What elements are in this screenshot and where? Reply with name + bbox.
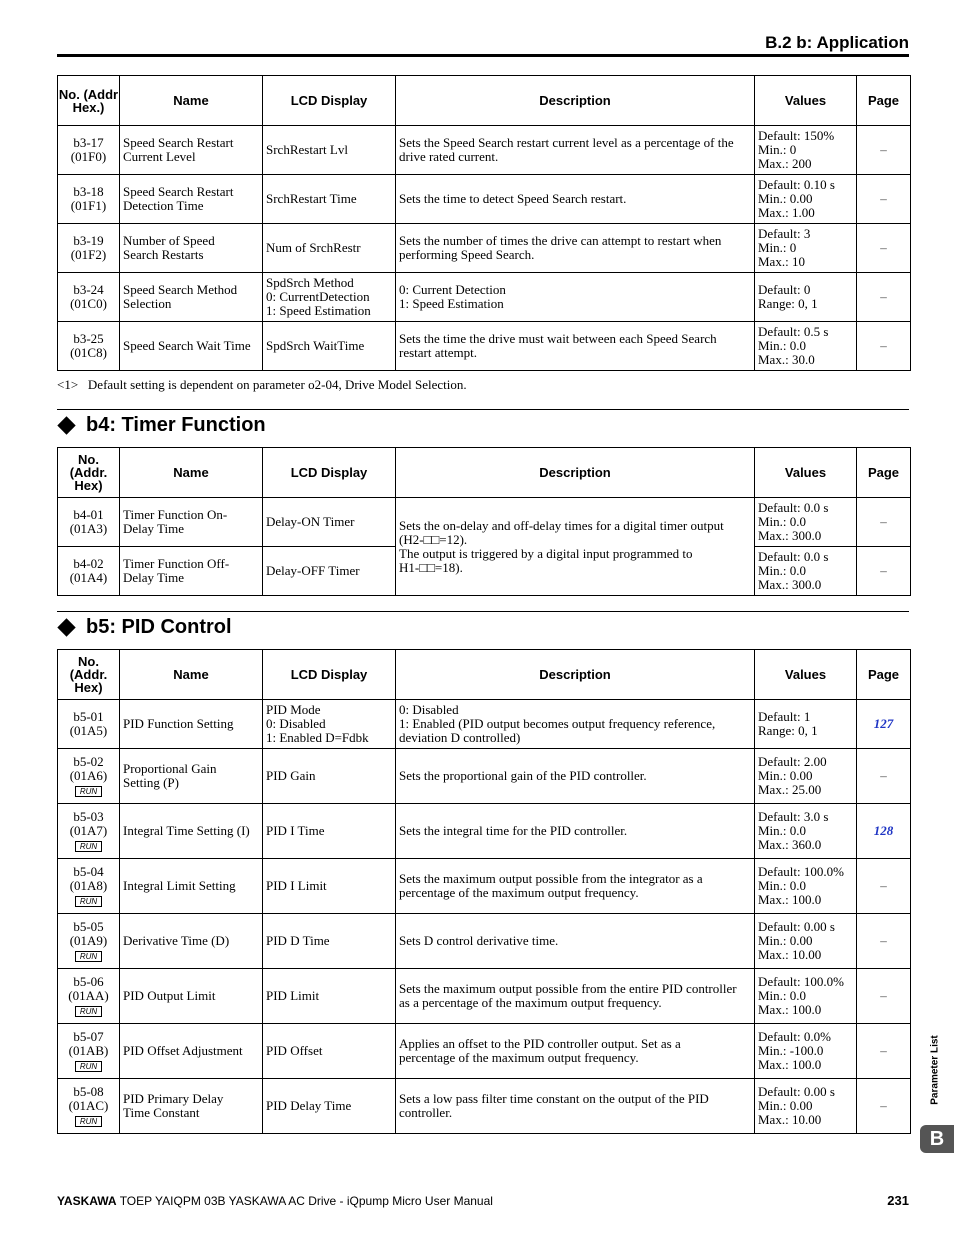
cell-line: Max.: 300.0 xyxy=(758,577,822,592)
cell-line: Sets the maximum output possible from the entire PID controller xyxy=(399,981,737,996)
cell-line: Speed Search Wait Time xyxy=(123,338,251,353)
cell-line: PID Primary Delay xyxy=(123,1091,224,1106)
page-cell: – xyxy=(857,322,911,371)
run-badge: RUN xyxy=(75,1061,102,1072)
lcd-display-cell xyxy=(263,700,396,749)
cell-line: Timer Function On- xyxy=(123,507,228,522)
name-cell xyxy=(120,498,263,547)
values-cell xyxy=(755,126,857,175)
col-header-values: Values xyxy=(755,650,857,700)
cell-line: Min.: 0 xyxy=(758,240,797,255)
parameter-number-cell xyxy=(58,175,120,224)
b3-parameter-table xyxy=(57,75,911,371)
col-header-values: Values xyxy=(755,76,857,126)
description-cell xyxy=(396,700,755,749)
description-cell xyxy=(396,804,755,859)
section-title-b5 xyxy=(57,616,232,639)
cell-line: PID D Time xyxy=(266,933,330,948)
cell-line: SpdSrch Method xyxy=(266,275,354,290)
cell-line: Max.: 30.0 xyxy=(758,352,815,367)
parameter-address: (01AB) xyxy=(68,1043,109,1058)
parameter-number-cell xyxy=(58,749,120,804)
parameter-address: (01A8) xyxy=(69,878,108,893)
table-row xyxy=(58,322,911,371)
cell-line: 0: Current Detection xyxy=(399,282,506,297)
lcd-display-cell xyxy=(263,914,396,969)
table-row xyxy=(58,859,911,914)
cell-line: percentage of the maximum output frequency. xyxy=(399,885,639,900)
name-cell xyxy=(120,322,263,371)
col-header-name: Name xyxy=(120,448,263,498)
lcd-display-cell xyxy=(263,749,396,804)
values-cell xyxy=(755,749,857,804)
cell-line: Default: 0.00 s xyxy=(758,919,835,934)
footer-text: TOEP YAIQPM 03B YASKAWA AC Drive - iQpump Micro User Manual xyxy=(116,1194,493,1208)
parameter-number-cell xyxy=(58,1024,120,1079)
parameter-number-cell xyxy=(58,126,120,175)
description-cell xyxy=(396,224,755,273)
cell-line: Derivative Time (D) xyxy=(123,933,230,948)
cell-line: controller. xyxy=(399,1105,453,1120)
col-header-no: No. (Addr Hex.) xyxy=(58,76,120,126)
cell-line: Min.: 0.0 xyxy=(758,563,807,578)
table-row xyxy=(58,498,911,547)
description-cell xyxy=(396,1024,755,1079)
cell-line: Default: 100.0% xyxy=(758,974,844,989)
col-header-no: No. (Addr. Hex) xyxy=(58,650,120,700)
section-title-b5-text: b5: PID Control xyxy=(86,616,232,638)
footer-page-number: 231 xyxy=(887,1193,909,1208)
lcd-display-cell xyxy=(263,1079,396,1134)
footer-manual-title xyxy=(57,1194,493,1208)
cell-line: Max.: 100.0 xyxy=(758,1002,822,1017)
table-row xyxy=(58,1079,911,1134)
parameter-number: b3-19 xyxy=(73,233,104,248)
name-cell xyxy=(120,1024,263,1079)
cell-line: Sets the number of times the drive can attempt to restart when xyxy=(399,233,722,248)
table-row xyxy=(58,804,911,859)
cell-line: Number of Speed xyxy=(123,233,215,248)
parameter-number: b4-02 xyxy=(73,556,104,571)
cell-line: Max.: 200 xyxy=(758,156,812,171)
parameter-address: (01C8) xyxy=(70,345,107,360)
cell-line: Max.: 10.00 xyxy=(758,947,822,962)
parameter-number-cell xyxy=(58,224,120,273)
cell-line: PID I Time xyxy=(266,823,325,838)
page-cell: – xyxy=(857,273,911,322)
table-row xyxy=(58,749,911,804)
name-cell xyxy=(120,126,263,175)
cell-line: Detection Time xyxy=(123,198,204,213)
section-title-b4-text: b4: Timer Function xyxy=(86,414,266,436)
run-badge: RUN xyxy=(75,951,102,962)
run-badge: RUN xyxy=(75,841,102,852)
footnote: <1> Default setting is dependent on parameter o2-04, Drive Model Selection. xyxy=(57,377,467,392)
table-row xyxy=(58,914,911,969)
b4-parameter-table xyxy=(57,447,911,596)
cell-line: Sets the maximum output possible from the integrator as a xyxy=(399,871,703,886)
lcd-display-cell xyxy=(263,547,396,596)
description-cell xyxy=(396,498,755,596)
table-row xyxy=(58,969,911,1024)
description-cell xyxy=(396,749,755,804)
cell-line: Min.: 0.0 xyxy=(758,338,807,353)
cell-line: Min.: 0.0 xyxy=(758,823,807,838)
col-header-lcd: LCD Display xyxy=(263,76,396,126)
cell-line: PID I Limit xyxy=(266,878,327,893)
col-header-lcd: LCD Display xyxy=(263,448,396,498)
cell-line: Sets the time to detect Speed Search restart. xyxy=(399,191,627,206)
values-cell xyxy=(755,224,857,273)
parameter-number: b5-05 xyxy=(73,919,104,934)
cell-line: performing Speed Search. xyxy=(399,247,535,262)
name-cell xyxy=(120,969,263,1024)
cell-line: Speed Search Restart xyxy=(123,184,234,199)
page-link[interactable]: 128 xyxy=(857,804,911,859)
page-cell: – xyxy=(857,498,911,547)
description-cell xyxy=(396,126,755,175)
lcd-display-cell xyxy=(263,175,396,224)
cell-line: 1: Speed Estimation xyxy=(266,303,371,318)
cell-line: Default: 3.0 s xyxy=(758,809,829,824)
parameter-address: (01A5) xyxy=(69,723,108,738)
cell-line: as a percentage of the maximum output frequency. xyxy=(399,995,662,1010)
lcd-display-cell xyxy=(263,1024,396,1079)
parameter-number-cell xyxy=(58,700,120,749)
values-cell xyxy=(755,498,857,547)
cell-line: 0: Disabled xyxy=(266,716,326,731)
cell-line: Default: 0 xyxy=(758,282,811,297)
parameter-address: (01F0) xyxy=(70,149,107,164)
name-cell xyxy=(120,273,263,322)
parameter-number-cell xyxy=(58,859,120,914)
diamond-bullet-icon xyxy=(57,416,75,434)
cell-line: PID Offset Adjustment xyxy=(123,1043,243,1058)
cell-line: Max.: 10.00 xyxy=(758,1112,822,1127)
cell-line: Max.: 1.00 xyxy=(758,205,815,220)
name-cell xyxy=(120,1079,263,1134)
cell-line: 1: Speed Estimation xyxy=(399,296,504,311)
page-cell: – xyxy=(857,1079,911,1134)
cell-line: SpdSrch WaitTime xyxy=(266,338,365,353)
cell-line: Min.: 0 xyxy=(758,142,797,157)
values-cell xyxy=(755,1024,857,1079)
cell-line: SrchRestart Time xyxy=(266,191,357,206)
parameter-address: (01A6) xyxy=(69,768,108,783)
values-cell xyxy=(755,804,857,859)
cell-line: Default: 0.0% xyxy=(758,1029,831,1044)
cell-line: Min.: 0.00 xyxy=(758,191,813,206)
parameter-number: b5-02 xyxy=(73,754,104,769)
cell-line: Default: 100.0% xyxy=(758,864,844,879)
parameter-address: (01AC) xyxy=(68,1098,109,1113)
parameter-number-cell xyxy=(58,322,120,371)
table-row xyxy=(58,273,911,322)
cell-line: 0: CurrentDetection xyxy=(266,289,370,304)
cell-line: Default: 0.10 s xyxy=(758,177,835,192)
parameter-number: b5-03 xyxy=(73,809,104,824)
parameter-number: b5-04 xyxy=(73,864,104,879)
values-cell xyxy=(755,175,857,224)
values-cell xyxy=(755,322,857,371)
cell-line: Default: 150% xyxy=(758,128,835,143)
table-row xyxy=(58,126,911,175)
name-cell xyxy=(120,804,263,859)
page-cell: – xyxy=(857,175,911,224)
run-badge: RUN xyxy=(75,786,102,797)
cell-line: Setting (P) xyxy=(123,775,179,790)
section-header: B.2 b: Application xyxy=(765,33,909,52)
description-cell xyxy=(396,969,755,1024)
cell-line: Range: 0, 1 xyxy=(758,723,818,738)
values-cell xyxy=(755,859,857,914)
parameter-number: b3-17 xyxy=(73,135,104,150)
col-header-values: Values xyxy=(755,448,857,498)
parameter-address: (01F2) xyxy=(70,247,107,262)
col-header-no: No. (Addr. Hex) xyxy=(58,448,120,498)
cell-line: 1: Enabled D=Fdbk xyxy=(266,730,369,745)
col-header-description: Description xyxy=(396,76,755,126)
page-cell: – xyxy=(857,126,911,175)
col-header-page: Page xyxy=(857,650,911,700)
parameter-number: b3-24 xyxy=(73,282,104,297)
parameter-address: (01AA) xyxy=(68,988,109,1003)
name-cell xyxy=(120,175,263,224)
parameter-address: (01F1) xyxy=(70,198,107,213)
cell-line: Delay Time xyxy=(123,521,185,536)
page-cell: – xyxy=(857,224,911,273)
cell-line: Min.: 0.00 xyxy=(758,768,813,783)
name-cell xyxy=(120,859,263,914)
parameter-number-cell xyxy=(58,498,120,547)
parameter-number: b5-07 xyxy=(73,1029,104,1044)
parameter-number: b5-06 xyxy=(73,974,104,989)
cell-line: Max.: 100.0 xyxy=(758,892,822,907)
description-cell xyxy=(396,175,755,224)
lcd-display-cell xyxy=(263,322,396,371)
cell-line: Default: 0.00 s xyxy=(758,1084,835,1099)
page-cell: – xyxy=(857,859,911,914)
description-cell xyxy=(396,322,755,371)
side-tab-label-text: Parameter List xyxy=(929,1035,941,1105)
cell-line: 0: Disabled xyxy=(399,702,459,717)
table-row xyxy=(58,224,911,273)
page-cell: – xyxy=(857,969,911,1024)
table-row xyxy=(58,175,911,224)
cell-line: drive rated current. xyxy=(399,149,499,164)
cell-line: Min.: -100.0 xyxy=(758,1043,824,1058)
cell-line: Max.: 25.00 xyxy=(758,782,822,797)
values-cell xyxy=(755,273,857,322)
cell-line: Default: 0.5 s xyxy=(758,324,829,339)
col-header-lcd: LCD Display xyxy=(263,650,396,700)
cell-line: Default: 1 xyxy=(758,709,811,724)
cell-line: Min.: 0.00 xyxy=(758,1098,813,1113)
values-cell xyxy=(755,700,857,749)
parameter-number-cell xyxy=(58,804,120,859)
cell-line: Integral Limit Setting xyxy=(123,878,236,893)
cell-line: Sets D control derivative time. xyxy=(399,933,559,948)
cell-line: Min.: 0.0 xyxy=(758,878,807,893)
cell-line: Default: 2.00 xyxy=(758,754,827,769)
parameter-address: (01A9) xyxy=(69,933,108,948)
lcd-display-cell xyxy=(263,273,396,322)
values-cell xyxy=(755,914,857,969)
run-badge: RUN xyxy=(75,896,102,907)
cell-line: Max.: 100.0 xyxy=(758,1057,822,1072)
run-badge: RUN xyxy=(75,1006,102,1017)
cell-line: restart attempt. xyxy=(399,345,477,360)
cell-line: Search Restarts xyxy=(123,247,204,262)
description-cell xyxy=(396,273,755,322)
cell-line: Num of SrchRestr xyxy=(266,240,361,255)
cell-line: Delay-OFF Timer xyxy=(266,563,360,578)
cell-line: Proportional Gain xyxy=(123,761,217,776)
section-rule-b5 xyxy=(57,611,909,612)
cell-line: Speed Search Restart xyxy=(123,135,234,150)
page-cell: – xyxy=(857,547,911,596)
table-row xyxy=(58,700,911,749)
cell-line: PID Output Limit xyxy=(123,988,216,1003)
cell-line: H1-□□=18). xyxy=(399,559,463,575)
cell-line: Default: 0.0 s xyxy=(758,549,829,564)
cell-line: Max.: 10 xyxy=(758,254,805,269)
parameter-number: b4-01 xyxy=(73,507,104,522)
col-header-description: Description xyxy=(396,650,755,700)
page-link[interactable]: 127 xyxy=(857,700,911,749)
parameter-number: b5-08 xyxy=(73,1084,104,1099)
col-header-page: Page xyxy=(857,448,911,498)
cell-line: Sets the time the drive must wait between each Speed Search xyxy=(399,331,717,346)
cell-line: SrchRestart Lvl xyxy=(266,142,348,157)
cell-line: Timer Function Off- xyxy=(123,556,230,571)
parameter-number: b3-18 xyxy=(73,184,104,199)
cell-line: PID Delay Time xyxy=(266,1098,352,1113)
cell-line: Delay Time xyxy=(123,570,185,585)
parameter-address: (01C0) xyxy=(70,296,107,311)
page-cell: – xyxy=(857,1024,911,1079)
cell-line: Range: 0, 1 xyxy=(758,296,818,311)
col-header-page: Page xyxy=(857,76,911,126)
cell-line: Min.: 0.0 xyxy=(758,988,807,1003)
cell-line: Selection xyxy=(123,296,172,311)
parameter-address: (01A7) xyxy=(69,823,108,838)
cell-line: PID Offset xyxy=(266,1043,323,1058)
parameter-address: (01A4) xyxy=(69,570,108,585)
cell-line: PID Mode xyxy=(266,702,321,717)
cell-line: Max.: 360.0 xyxy=(758,837,822,852)
parameter-address: (01A3) xyxy=(69,521,108,536)
col-header-name: Name xyxy=(120,76,263,126)
cell-line: Max.: 300.0 xyxy=(758,528,822,543)
cell-line: Applies an offset to the PID controller output. Set as a xyxy=(399,1036,681,1051)
cell-line: deviation D controlled) xyxy=(399,730,521,745)
parameter-number-cell xyxy=(58,969,120,1024)
page-cell: – xyxy=(857,914,911,969)
cell-line: Sets the Speed Search restart current level as a percentage of the xyxy=(399,135,734,150)
name-cell xyxy=(120,749,263,804)
description-cell xyxy=(396,859,755,914)
parameter-number-cell xyxy=(58,914,120,969)
lcd-display-cell xyxy=(263,224,396,273)
cell-line: percentage of the maximum output frequency. xyxy=(399,1050,639,1065)
description-cell xyxy=(396,914,755,969)
page-cell: – xyxy=(857,749,911,804)
section-title-b4 xyxy=(57,414,266,437)
section-rule-b4 xyxy=(57,409,909,410)
name-cell xyxy=(120,700,263,749)
values-cell xyxy=(755,969,857,1024)
parameter-number: b3-25 xyxy=(73,331,104,346)
cell-line: The output is triggered by a digital input programmed to xyxy=(399,545,693,561)
cell-line: PID Function Setting xyxy=(123,716,234,731)
values-cell xyxy=(755,547,857,596)
values-cell xyxy=(755,1079,857,1134)
col-header-name: Name xyxy=(120,650,263,700)
lcd-display-cell xyxy=(263,126,396,175)
cell-line: Delay-ON Timer xyxy=(266,514,355,529)
description-cell xyxy=(396,1079,755,1134)
cell-line: Sets a low pass filter time constant on the output of the PID xyxy=(399,1091,709,1106)
cell-line: Default: 3 xyxy=(758,226,811,241)
cell-line: 1: Enabled (PID output becomes output frequency reference, xyxy=(399,716,716,731)
cell-line: Current Level xyxy=(123,149,196,164)
lcd-display-cell xyxy=(263,498,396,547)
cell-line: PID Limit xyxy=(266,988,320,1003)
cell-line: Sets the proportional gain of the PID controller. xyxy=(399,768,647,783)
appendix-tab-b[interactable]: B xyxy=(920,1125,954,1153)
cell-line: Integral Time Setting (I) xyxy=(123,823,250,838)
cell-line: Default: 0.0 s xyxy=(758,500,829,515)
b5-parameter-table xyxy=(57,649,911,1134)
cell-line: Sets the on-delay and off-delay times for a digital timer output xyxy=(399,517,724,533)
footer-brand: YASKAWA xyxy=(57,1194,117,1208)
cell-line: PID Gain xyxy=(266,768,316,783)
lcd-display-cell xyxy=(263,859,396,914)
parameter-number-cell xyxy=(58,1079,120,1134)
cell-line: Min.: 0.0 xyxy=(758,514,807,529)
cell-line: Min.: 0.00 xyxy=(758,933,813,948)
parameter-number-cell xyxy=(58,273,120,322)
cell-line: (H2-□□=12). xyxy=(399,531,468,547)
header-rule xyxy=(57,54,909,57)
lcd-display-cell xyxy=(263,804,396,859)
diamond-bullet-icon xyxy=(57,618,75,636)
run-badge: RUN xyxy=(75,1116,102,1127)
name-cell xyxy=(120,914,263,969)
lcd-display-cell xyxy=(263,969,396,1024)
name-cell xyxy=(120,224,263,273)
side-tab-label xyxy=(928,1030,942,1110)
cell-line: Time Constant xyxy=(123,1105,200,1120)
name-cell xyxy=(120,547,263,596)
table-row xyxy=(58,1024,911,1079)
col-header-description: Description xyxy=(396,448,755,498)
cell-line: Sets the integral time for the PID controller. xyxy=(399,823,628,838)
parameter-number-cell xyxy=(58,547,120,596)
parameter-number: b5-01 xyxy=(73,709,104,724)
cell-line: Speed Search Method xyxy=(123,282,238,297)
